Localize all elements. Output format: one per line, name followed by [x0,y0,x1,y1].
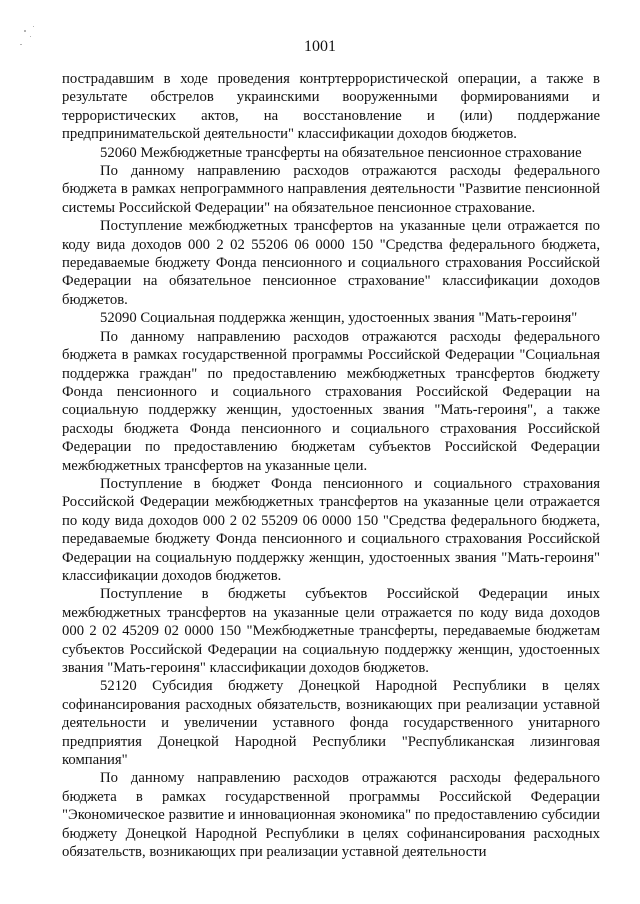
scan-speck [30,36,31,37]
page-number: 1001 [304,38,336,55]
section-heading: 52120 Субсидия бюджету Донецкой Народной Республики в целях софинансирования расходных обязательств, возникающих при реализации уставной деятельности и увеличении уставного фонда государственного унитарного предприятия Донецкой Народной Республики "Республиканская лизинговая компания" [62,678,600,769]
paragraph: Поступление в бюджет Фонда пенсионного и социального страхования Российской Федерации межбюджетных трансфертов на указанные цели отражается по коду вида доходов 000 2 02 55209 06 0000 150 "Средства федерального бюджета, передаваемые бюджету Фонда пенсионного и социального страхования Российской Федерации на социальную поддержку женщин, удостоенных звания "Мать-героиня" классификации доходов бюджетов. [62,475,600,584]
scan-speck [33,26,34,27]
paragraph: По данному направлению расходов отражаются расходы федерального бюджета в рамках непрограммного направления деятельности "Развитие пенсионной системы Российской Федерации" на обязательное пенсионное страхование. [62,163,600,216]
paragraph: пострадавшим в ходе проведения контртеррористической операции, а также в результате обстрелов украинскими вооруженными формированиями и террористических актов, на восстановление и (или) поддержание предпринимательской деятельности" классификации доходов бюджетов. [62,71,600,143]
paragraph: По данному направлению расходов отражаются расходы федерального бюджета в рамках государственной программы Российской Федерации "Социальная поддержка граждан" по предоставлению межбюджетных трансфертов бюджету Фонда пенсионного и социального страхования Российской Федерации на социальную поддержку женщин, удостоенных звания "Мать-героиня", а также расходы бюджета Фонда пенсионного и социального страхования Российской Федерации по предоставлению бюджетам субъектов Российской Федерации межбюджетных трансфертов на указанные цели. [62,328,600,474]
paragraph: Поступление в бюджеты субъектов Российской Федерации иных межбюджетных трансфертов на указанные цели отражается по коду вида доходов 000 2 02 45209 02 0000 150 "Межбюджетные трансферты, передаваемые бюджетам субъектов Российской Федерации на социальную поддержку женщин, удостоенных звания "Мать-героиня" классификации доходов бюджетов. [62,586,600,676]
section-heading: 52090 Социальная поддержка женщин, удостоенных звания "Мать-героиня" [100,310,578,327]
section-heading: 52060 Межбюджетные трансферты на обязательное пенсионное страхование [100,144,582,161]
paragraph: Поступление межбюджетных трансфертов на указанные цели отражается по коду вида доходов 000 2 02 55206 06 0000 150 "Средства федерального бюджета, передаваемые бюджету Фонда пенсионного и социального страхования Российской Федерации на обязательное пенсионное страхование" классификации доходов бюджетов. [62,218,600,308]
paragraph: По данному направлению расходов отражаются расходы федерального бюджета в рамках государственной программы Российской Федерации "Экономическое развитие и инновационная экономика" по предоставлению субсидии бюджету Донецкой Народной Республики в целях софинансирования расходных обязательств, возникающих при реализации уставной деятельности [62,770,600,861]
document-body [62,70,600,861]
scan-speck [24,30,26,32]
